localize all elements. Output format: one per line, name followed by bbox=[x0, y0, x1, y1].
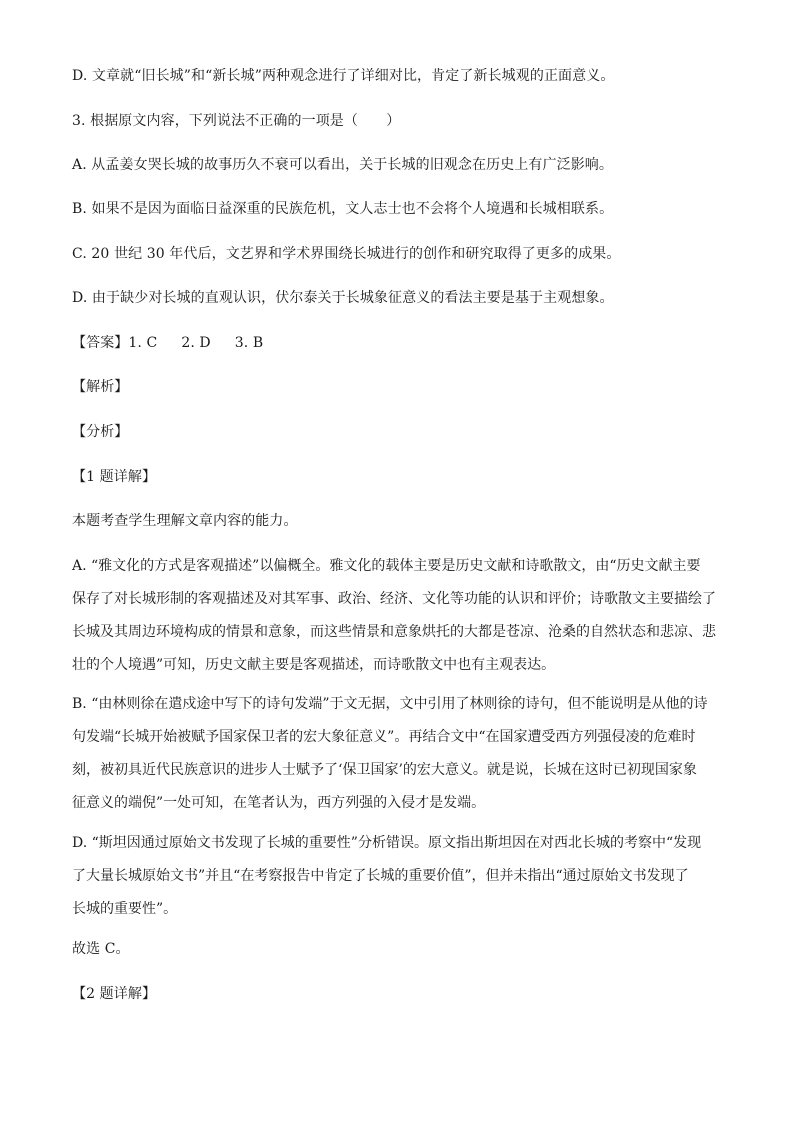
fenxi-label: 【分析】 bbox=[72, 424, 129, 440]
q1-explanation-b bbox=[72, 694, 720, 813]
answer-2: 2. D bbox=[181, 335, 211, 351]
paragraph-line: A. “雅文化的方式是客观描述”以偏概全。雅文化的载体主要是历史文献和诗歌散文，由“历史文献主要 bbox=[72, 558, 701, 574]
paragraph-line: D. “斯坦因通过原始文书发现了长城的重要性”分析错误。原文指出斯坦因在对西北长城的考察中“发现 bbox=[72, 835, 702, 851]
q3-option-c: C. 20 世纪 30 年代后，文艺界和学术界围绕长城进行的创作和研究取得了更多的成果。 bbox=[72, 246, 621, 262]
answer-1: 1. C bbox=[128, 335, 158, 351]
q1-explanation-a bbox=[72, 556, 720, 675]
paragraph-line: 保存了对长城形制的客观描述及对其军事、政治、经济、文化等功能的认识和评价；诗歌散文主要描绘了 bbox=[72, 591, 716, 607]
answer-label: 【答案】 bbox=[72, 335, 129, 351]
analysis-label: 【解析】 bbox=[72, 379, 129, 395]
q3-option-d: D. 由于缺少对长城的直观认识，伏尔泰关于长城象征意义的看法主要是基于主观想象。 bbox=[72, 290, 614, 306]
answer-3: 3. B bbox=[234, 335, 264, 351]
paragraph-line: 征意义的端倪”一处可知，在笔者认为，西方列强的入侵才是发端。 bbox=[72, 795, 486, 811]
q3-option-a: A. 从孟姜女哭长城的故事历久不衰可以看出，关于长城的旧观念在历史上有广泛影响。 bbox=[72, 157, 614, 173]
q3-question-stem: 3. 根据原文内容，下列说法不正确的一项是（ ） bbox=[72, 113, 401, 129]
paragraph-line: 壮的个人境遇”可知，历史文献主要是客观描述，而诗歌散文中也有主观表达。 bbox=[72, 657, 556, 673]
paragraph-line: 了大量长城原始文书”并且“在考察报告中肯定了长城的重要价值”，但并未指出“通过原始文书发现了 bbox=[72, 868, 689, 884]
q3-option-b: B. 如果不是因为面临日益深重的民族危机，文人志士也不会将个人境遇和长城相联系。 bbox=[72, 201, 614, 217]
q2-option-d: D. 文章就“旧长城”和“新长城”两种观念进行了详细对比，肯定了新长城观的正面意义。 bbox=[72, 68, 615, 84]
q1-intro: 本题考查学生理解文章内容的能力。 bbox=[72, 513, 298, 529]
paragraph-line: B. “由林则徐在遣戍途中写下的诗句发端”于文无据，文中引用了林则徐的诗句，但不能说明是从他的诗 bbox=[72, 696, 708, 712]
paragraph-line: 刻，被初具近代民族意识的进步人士赋予了‘保卫国家’的宏大意义。就是说，长城在这时已初现国家象 bbox=[72, 762, 697, 778]
q1-detail-label: 【1 题详解】 bbox=[72, 469, 157, 485]
answer-line bbox=[72, 333, 722, 353]
paragraph-line: 长城及其周边环境构成的情景和意象，而这些情景和意象烘托的大都是苍凉、沧桑的自然状态和悲凉、悲 bbox=[72, 624, 716, 640]
paragraph-line: 句发端“长城开始被赋予国家保卫者的宏大象征意义”。再结合文中“在国家遭受西方列强侵凌的危难时 bbox=[72, 729, 696, 745]
q1-explanation-d bbox=[72, 833, 720, 919]
paragraph-line: 长城的重要性”。 bbox=[72, 901, 178, 917]
q1-conclusion: 故选 C。 bbox=[72, 941, 130, 957]
q2-detail-label: 【2 题详解】 bbox=[72, 986, 157, 1002]
